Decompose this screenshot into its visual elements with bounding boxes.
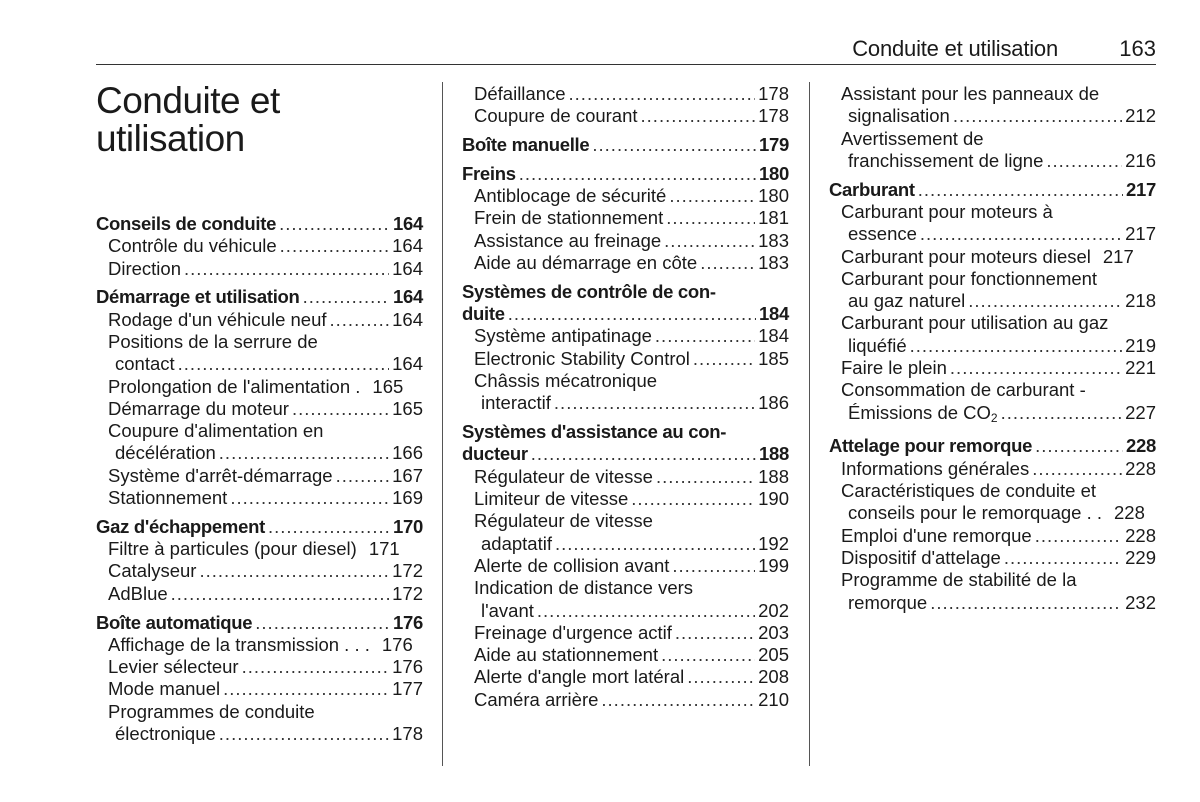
entry-label: Catalyseur [108, 560, 197, 582]
entry-label: Aide au démarrage en côte [474, 252, 698, 274]
toc-entry[interactable] [96, 583, 423, 605]
dot-leader [953, 105, 1122, 127]
dot-leader [950, 357, 1122, 379]
entry-page: 184 [759, 303, 789, 325]
dot-leader [918, 179, 1123, 201]
dot-leader [292, 398, 389, 420]
toc-entry[interactable] [462, 325, 789, 347]
toc-entry[interactable] [462, 185, 789, 207]
toc-entry-line: Caractéristiques de conduite et [841, 480, 1097, 502]
entry-label: Carburant pour moteurs diesel [841, 245, 1091, 267]
entry-page: 229 [1125, 546, 1156, 568]
entry-page: 164 [392, 235, 423, 257]
entry-label: Electronic Stability Control [474, 347, 690, 369]
co2-subscript: 2 [990, 410, 998, 425]
toc-entry-line: Indication de distance vers [474, 577, 694, 599]
toc-entry[interactable] [462, 488, 789, 510]
toc-entry[interactable] [462, 230, 789, 252]
entry-label: Faire le plein [841, 357, 947, 379]
dot-leader [920, 223, 1122, 245]
entry-page: 199 [758, 554, 789, 576]
dot-leader [1035, 525, 1122, 547]
toc-entry[interactable] [829, 502, 1156, 524]
entry-label: Système d'arrêt-démarrage [108, 464, 333, 486]
toc-section-entry[interactable] [462, 134, 789, 156]
toc-entry[interactable] [462, 348, 789, 370]
toc-entry[interactable] [96, 376, 423, 398]
entry-page: 217 [1125, 223, 1156, 245]
dot-leader [700, 252, 755, 274]
entry-page: 205 [758, 644, 789, 666]
toc-entry[interactable] [829, 150, 1156, 172]
toc-entry[interactable] [462, 207, 789, 229]
entry-page: 165 [372, 375, 404, 397]
entry-page: 178 [758, 105, 789, 127]
entry-label: Filtre à particules (pour diesel) [108, 538, 357, 560]
toc-section-entry[interactable] [829, 179, 1156, 201]
entry-page: 216 [1125, 149, 1156, 171]
entry-label: au gaz naturel [848, 290, 966, 312]
toc-entry[interactable] [96, 560, 423, 582]
dot-leader [531, 443, 756, 465]
entry-label: duite [462, 303, 505, 325]
toc-entry[interactable] [829, 357, 1156, 379]
entry-label: remorque [848, 591, 928, 613]
entry-label: Aide au stationnement [474, 644, 659, 666]
dot-leader [230, 487, 389, 509]
dot-leader [687, 666, 755, 688]
entry-page: 192 [758, 532, 789, 554]
entry-page: 164 [392, 308, 423, 330]
toc-entry[interactable] [96, 723, 423, 745]
toc-entry[interactable] [96, 398, 423, 420]
toc-section-entry[interactable] [96, 612, 423, 634]
entry-page: 172 [392, 582, 423, 604]
toc-entry[interactable] [96, 538, 423, 560]
dot-leader [592, 134, 756, 156]
entry-page: 210 [758, 688, 789, 710]
entry-label: électronique [115, 723, 216, 745]
entry-page: 171 [368, 538, 400, 560]
dot-leader [303, 286, 390, 308]
entry-label: Démarrage du moteur [108, 397, 289, 419]
toc-entry[interactable] [462, 83, 789, 105]
dot-leader [968, 290, 1122, 312]
entry-page: 217 [1102, 245, 1134, 267]
entry-page: 188 [758, 465, 789, 487]
toc-entry[interactable] [829, 290, 1156, 312]
entry-label: Prolongation de l'alimentation . [108, 375, 361, 397]
entry-label: Régulateur de vitesse [474, 465, 653, 487]
toc-column-2 [462, 83, 789, 711]
entry-label: Frein de stationnement [474, 207, 664, 229]
entry-page: 177 [392, 678, 423, 700]
entry-page: 176 [381, 633, 413, 655]
entry-label: Emploi d'une remorque [841, 524, 1032, 546]
toc-entry[interactable] [96, 487, 423, 509]
toc-entry[interactable] [462, 466, 789, 488]
dot-leader [693, 348, 755, 370]
dot-leader [537, 600, 755, 622]
dot-leader [601, 689, 755, 711]
toc-entry[interactable] [96, 353, 423, 375]
entry-page: 188 [759, 443, 789, 465]
toc-entry[interactable] [462, 622, 789, 644]
entry-page: 212 [1125, 105, 1156, 127]
toc-entry[interactable] [829, 335, 1156, 357]
entry-page: 202 [758, 599, 789, 621]
dot-leader [519, 163, 756, 185]
toc-entry[interactable] [462, 689, 789, 711]
dot-leader [930, 592, 1122, 614]
dot-leader [1046, 150, 1122, 172]
toc-column-3 [829, 83, 1156, 614]
entry-page: 217 [1126, 178, 1156, 200]
entry-page: 166 [392, 442, 423, 464]
entry-page: 228 [1125, 524, 1156, 546]
toc-entry[interactable] [96, 678, 423, 700]
dot-leader [910, 335, 1122, 357]
dot-leader [330, 309, 390, 331]
entry-page: 183 [758, 252, 789, 274]
toc-section-entry[interactable] [462, 303, 789, 325]
entry-label: Freinage d'urgence actif [474, 621, 672, 643]
entry-page: 232 [1125, 591, 1156, 613]
entry-page: 178 [392, 723, 423, 745]
entry-label: Gaz d'échappement [96, 515, 265, 537]
entry-label: franchissement de ligne [848, 149, 1044, 171]
entry-label: Conseils de conduite [96, 213, 277, 234]
dot-leader [184, 258, 389, 280]
entry-page: 164 [392, 257, 423, 279]
entry-label: signalisation [848, 105, 950, 127]
entry-label: contact [115, 353, 175, 375]
entry-label: Assistance au freinage [474, 229, 662, 251]
entry-page: 178 [758, 83, 789, 104]
entry-page: 227 [1125, 401, 1156, 423]
toc-section-entry[interactable] [462, 163, 789, 185]
chapter-title-line: utilisation [96, 118, 245, 159]
entry-label: décélération [115, 442, 216, 464]
toc-entry[interactable] [96, 235, 423, 257]
toc-section-line: Systèmes d'assistance au con- [462, 421, 727, 443]
entry-page: 184 [758, 325, 789, 347]
toc-entry-line: Carburant pour moteurs à [841, 200, 1053, 222]
entry-label: Stationnement [108, 487, 228, 509]
dot-leader [656, 466, 755, 488]
dot-leader [219, 442, 389, 464]
dot-leader [554, 392, 755, 414]
entry-page: 185 [758, 347, 789, 369]
toc-entry[interactable] [829, 592, 1156, 614]
entry-label: conseils pour le remorquage . . [848, 502, 1102, 524]
toc-entry[interactable] [829, 458, 1156, 480]
entry-label: Coupure de courant [474, 105, 638, 127]
entry-label: Freins [462, 162, 516, 184]
entry-page: 228 [1125, 457, 1156, 479]
entry-label: Informations générales [841, 457, 1030, 479]
toc-entry-line: Programmes de conduite [108, 700, 315, 722]
entry-label: Caméra arrière [474, 688, 599, 710]
entry-label: Direction [108, 257, 181, 279]
toc-entry[interactable] [462, 644, 789, 666]
entry-page: 221 [1125, 357, 1156, 379]
toc-entry[interactable] [829, 105, 1156, 127]
entry-label: Démarrage et utilisation [96, 286, 300, 308]
dot-leader [675, 622, 755, 644]
entry-page: 180 [758, 185, 789, 207]
chapter-title [96, 82, 416, 158]
toc-entry[interactable] [829, 547, 1156, 569]
toc-section-entry[interactable] [96, 286, 423, 308]
chapter-title-line: Conduite et [96, 80, 280, 121]
dot-leader [569, 83, 756, 105]
entry-label: Défaillance [474, 83, 566, 104]
entry-label: interactif [481, 392, 551, 414]
entry-label: Attelage pour remorque [829, 435, 1033, 457]
toc-entry[interactable] [462, 533, 789, 555]
running-title: Conduite et utilisation [852, 36, 1058, 61]
entry-page: 186 [758, 392, 789, 414]
entry-page: 176 [392, 656, 423, 678]
entry-label: AdBlue [108, 582, 168, 604]
toc-entry-line: Carburant pour utilisation au gaz [841, 312, 1109, 334]
entry-label: Alerte de collision avant [474, 554, 670, 576]
dot-leader [655, 325, 755, 347]
toc-entry[interactable] [462, 555, 789, 577]
dot-leader [508, 303, 756, 325]
dot-leader [666, 207, 755, 229]
dot-leader [268, 516, 390, 538]
toc-entry-line: Régulateur de vitesse [474, 510, 653, 532]
toc-entry-line: Avertissement de [841, 127, 984, 149]
toc-entry-line: Assistant pour les panneaux de [841, 83, 1100, 104]
entry-label [848, 402, 998, 429]
running-header [96, 34, 1156, 65]
entry-page: 228 [1126, 435, 1156, 457]
toc-section-entry[interactable] [96, 516, 423, 538]
entry-page: 228 [1114, 502, 1145, 524]
toc-entry-line: Carburant pour fonctionnement [841, 267, 1098, 289]
entry-label: Boîte manuelle [462, 134, 590, 156]
entry-label: Rodage d'un véhicule neuf [108, 308, 327, 330]
toc-entry-line: Consommation de carburant - [841, 379, 1086, 401]
dot-leader [672, 555, 755, 577]
toc-entry[interactable] [96, 634, 423, 656]
entry-page: 180 [759, 162, 789, 184]
entry-page: 203 [758, 621, 789, 643]
toc-entry[interactable] [462, 105, 789, 127]
toc-entry-line: Châssis mécatronique [474, 370, 658, 392]
toc-section-entry[interactable] [96, 213, 423, 235]
dot-leader [219, 723, 389, 745]
dot-leader [242, 656, 390, 678]
dot-leader [336, 465, 390, 487]
column-divider [809, 82, 810, 766]
dot-leader [664, 230, 755, 252]
column-divider [442, 82, 443, 766]
entry-label: Carburant [829, 178, 915, 200]
entry-label: Mode manuel [108, 678, 221, 700]
entry-page: 164 [393, 286, 423, 308]
entry-label: adaptatif [481, 532, 552, 554]
entry-label: Contrôle du véhicule [108, 235, 277, 257]
entry-page: 179 [759, 134, 789, 156]
toc-section-entry[interactable] [829, 435, 1156, 457]
entry-label: liquéfié [848, 334, 907, 356]
entry-label: Système antipatinage [474, 325, 652, 347]
dot-leader [555, 533, 755, 555]
dot-leader [1001, 402, 1123, 424]
dot-leader [1004, 547, 1122, 569]
toc-entry-line: Coupure d'alimentation en [108, 420, 324, 442]
toc-entry-line: Positions de la serrure de [108, 330, 318, 352]
dot-leader [1032, 458, 1122, 480]
entry-label: Boîte automatique [96, 611, 253, 633]
entry-label: Levier sélecteur [108, 656, 239, 678]
dot-leader [178, 353, 389, 375]
dot-leader [669, 185, 755, 207]
dot-leader [1035, 435, 1123, 457]
entry-page: 183 [758, 229, 789, 251]
entry-page: 181 [758, 207, 789, 229]
entry-page: 167 [392, 464, 423, 486]
entry-page: 169 [392, 487, 423, 509]
entry-label: Antiblocage de sécurité [474, 185, 667, 207]
entry-page: 164 [392, 353, 423, 375]
toc-section-entry[interactable] [462, 443, 789, 465]
toc-entry[interactable] [462, 666, 789, 688]
entry-label: ducteur [462, 443, 528, 465]
toc-entry[interactable] [96, 442, 423, 464]
dot-leader [661, 644, 755, 666]
dot-leader [631, 488, 755, 510]
entry-label: essence [848, 223, 917, 245]
entry-page: 170 [393, 515, 423, 537]
toc-entry[interactable] [96, 258, 423, 280]
entry-label: l'avant [481, 599, 534, 621]
entry-page: 219 [1125, 334, 1156, 356]
entry-page: 190 [758, 488, 789, 510]
toc-entry[interactable] [829, 246, 1156, 268]
toc-entry[interactable] [462, 392, 789, 414]
dot-leader [223, 678, 389, 700]
toc-column-1 [96, 213, 423, 745]
entry-page: 218 [1125, 290, 1156, 312]
entry-label: Dispositif d'attelage [841, 546, 1001, 568]
dot-leader [279, 213, 390, 235]
toc-entry[interactable] [96, 465, 423, 487]
dot-leader [641, 105, 756, 127]
toc-entry[interactable] [829, 525, 1156, 547]
entry-label: Alerte d'angle mort latéral [474, 666, 685, 688]
entry-label: Affichage de la transmission . . . [108, 633, 370, 655]
entry-page: 176 [393, 611, 423, 633]
toc-section-line: Systèmes de contrôle de con- [462, 280, 716, 302]
dot-leader [280, 235, 389, 257]
toc-entry[interactable] [462, 252, 789, 274]
dot-leader [255, 612, 390, 634]
toc-entry[interactable] [829, 223, 1156, 245]
toc-entry[interactable] [462, 600, 789, 622]
dot-leader [171, 583, 389, 605]
entry-page: 164 [393, 213, 423, 234]
toc-entry[interactable] [96, 656, 423, 678]
page-number: 163 [1119, 36, 1156, 61]
entry-label: Limiteur de vitesse [474, 488, 629, 510]
entry-page: 165 [392, 397, 423, 419]
entry-page: 172 [392, 560, 423, 582]
toc-entry[interactable] [829, 402, 1156, 429]
toc-entry-line: Programme de stabilité de la [841, 569, 1077, 591]
entry-page: 208 [758, 666, 789, 688]
toc-entry[interactable] [96, 309, 423, 331]
entry-label-text: Émissions de CO [848, 401, 991, 423]
dot-leader [199, 560, 389, 582]
